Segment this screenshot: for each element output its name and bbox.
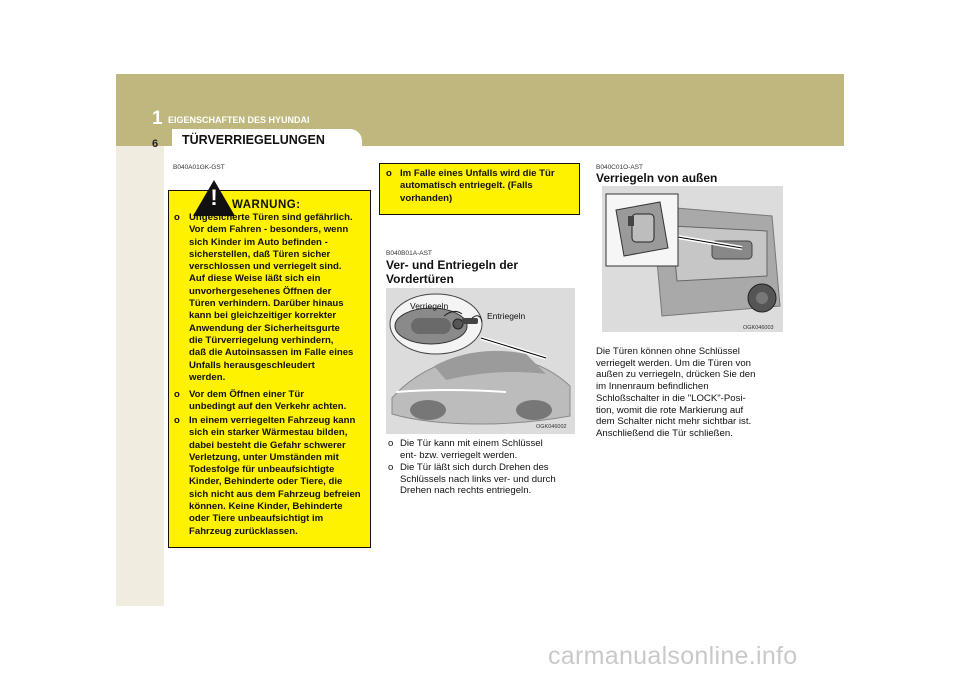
unlock-label: Entriegeln [487, 311, 526, 321]
exclamation-icon: ! [210, 185, 218, 210]
chapter-number: 1 [152, 108, 163, 129]
warning-item-3: In einem verriegelten Fahrzeug kann sich ein starker Wärmestau bilden, dabei besteht die Gefahr schwerer Verletzung, unter Umständen mit Todesfolge für unbeaufsichtigte Kinder, Behinderte oder Tiere, die sich nicht aus dem Fahrzeug befreien können. Keine Kinder, Behinderte oder Tiere unbeaufsichtigt im Fahrzeug zurücklassen. [189, 415, 361, 537]
watermark-link[interactable]: carmanualsonline.info [548, 642, 798, 670]
section-code: B040C01O-AST [596, 164, 643, 171]
list-item: Die Tür läßt sich durch Drehen des Schlüssels nach links ver- und durch Drehen nach rechts entriegeln. [400, 462, 556, 497]
section-code: B040B01A-AST [386, 250, 432, 257]
door-panel-illustration [602, 186, 783, 332]
warning-item-2: Vor dem Öffnen einer Tür unbedingt auf den Verkehr achten. [189, 389, 347, 413]
chapter-title: EIGENSCHAFTEN DES HYUNDAI [168, 115, 310, 125]
warning-title: WARNUNG: [232, 199, 301, 211]
figure-door-lock [602, 186, 783, 332]
section-heading: Verriegeln von außen [596, 171, 718, 185]
bullet: o [174, 389, 180, 400]
section-title: TÜRVERRIEGELUNGEN [182, 133, 325, 147]
bullet: o [388, 462, 394, 473]
bullet: o [386, 168, 392, 179]
lock-label: Verriegeln [410, 301, 449, 311]
warning-item-1: Ungesicherte Türen sind gefährlich. Vor dem Fahren - besonders, wenn sich Kinder im Auto befinden - sicherstellen, daß Türen sicher verschlossen und verriegelt sind. Auf diese Weise läßt sich ein unvorhergesehenes Öffnen der Türen verhindern. Darüber hinaus kann bei gleichzeitiger korrekter Anwendung der Sicherheitsgurte die Türverriegelung verhindern, daß die Autoinsassen im Falle eines Unfalls herausgeschleudert werden. [189, 212, 354, 383]
bullet: o [174, 415, 180, 426]
body-text: Die Türen können ohne Schlüssel verriegelt werden. Um die Türen von außen zu verriegeln, drücken Sie den im Innenraum befindlichen Schloßschalter in die "LOCK"-Posi- tion, womit die rote Markierung auf dem Schalter nicht mehr sichtbar ist. Anschließend die Tür schließen. [596, 346, 756, 439]
section-heading: Ver- und Entriegeln der Vordertüren [386, 258, 519, 286]
bullet: o [174, 212, 180, 223]
info-text: Im Falle eines Unfalls wird die Tür automatisch entriegelt. (Falls vorhanden) [400, 168, 555, 204]
bullet: o [388, 438, 394, 449]
section-code: B040A01GK-GST [173, 164, 225, 171]
figure-code: OGK046002 [536, 424, 567, 430]
figure-code: OGK046003 [743, 325, 774, 331]
page-number: 6 [152, 138, 159, 150]
list-item: Die Tür kann mit einem Schlüssel ent- bzw. verriegelt werden. [400, 438, 543, 461]
